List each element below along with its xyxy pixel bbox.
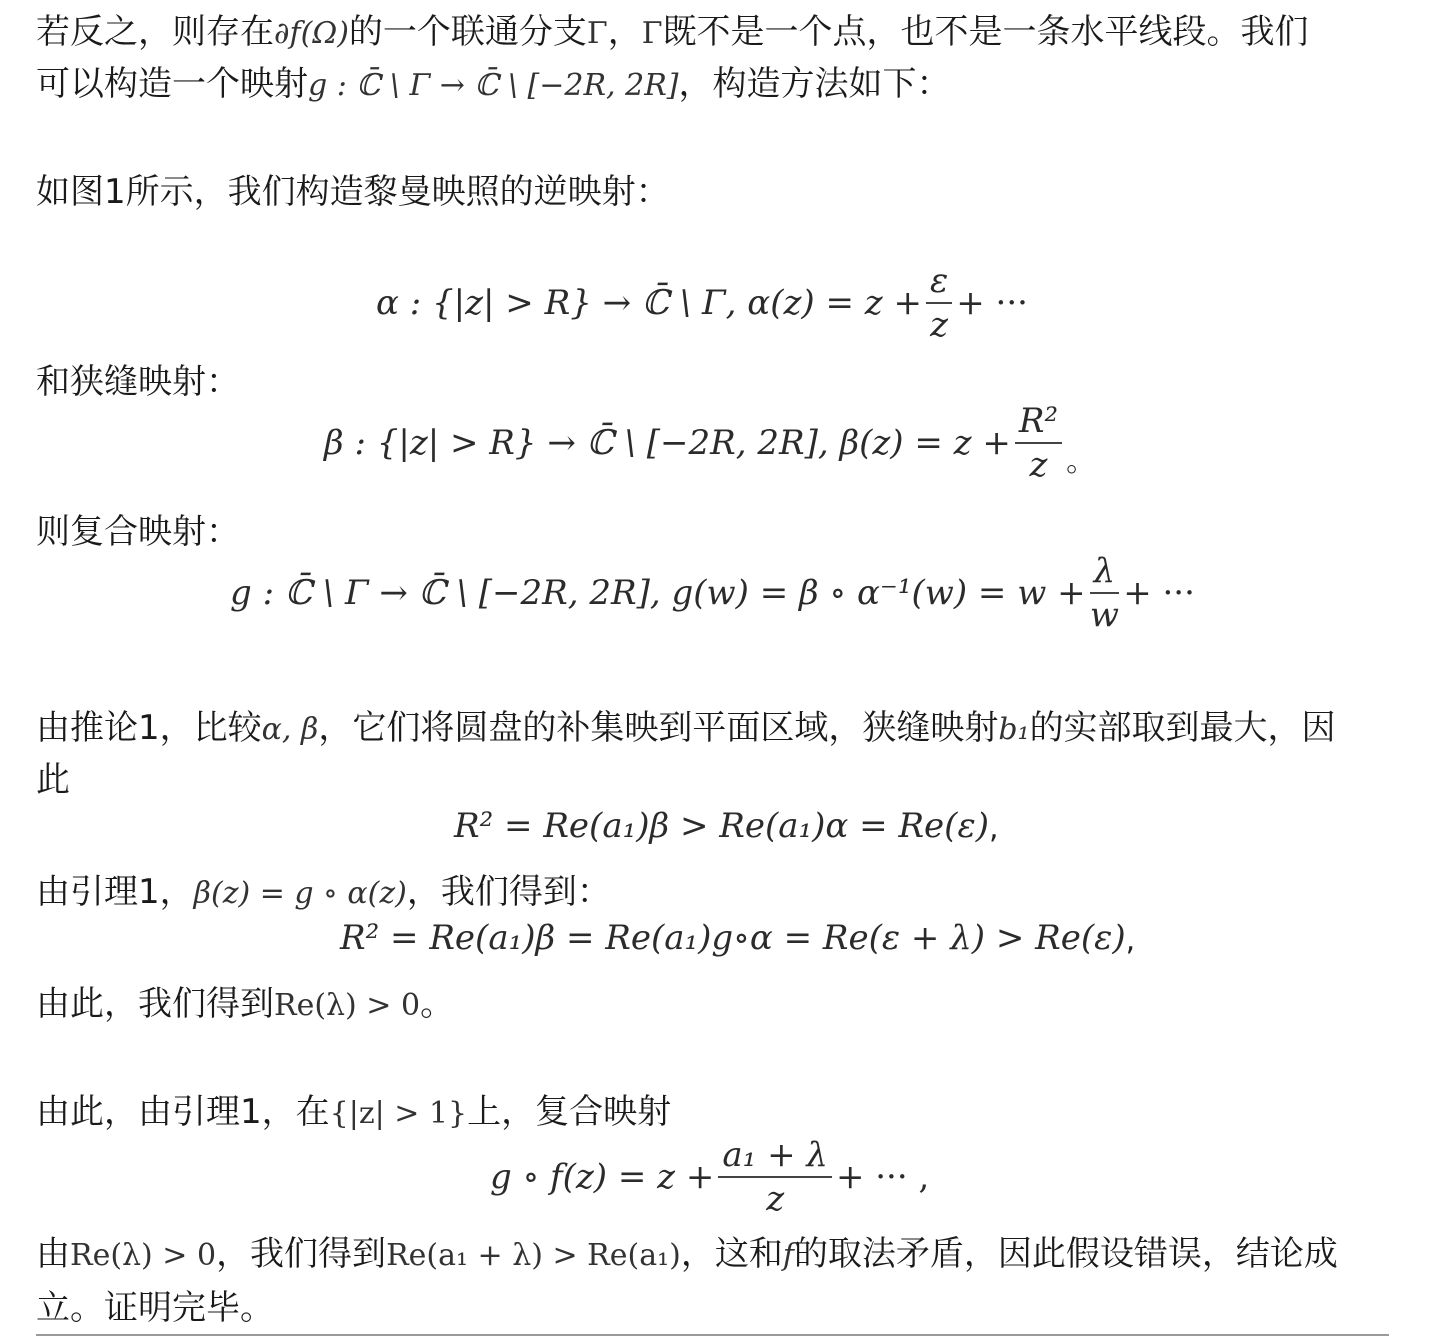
paragraph-corollary [36,708,1336,750]
text: 的一个联通分支 [348,12,587,52]
math-inline: β(z) = g ∘ α(z) [193,876,407,911]
numerator: a₁ + λ [718,1136,832,1178]
equation-lhs: g ∘ f(z) = z + [490,1157,715,1197]
denominator: w [1089,595,1119,635]
paragraph-lemma [36,872,611,914]
paragraph-conclusion [36,1234,1338,1276]
math-inline: Re(a₁ + λ) > Re(a₁) [386,1238,681,1273]
text: 。 [420,984,455,1024]
equation-lhs: α : {|z| > R} → ℂ̄ \ Γ, α(z) = z + [376,283,922,323]
text: ，构造方法如下： [678,64,951,104]
paragraph-qed [36,1288,274,1328]
fraction [1090,552,1120,634]
equation-rhs: + ··· [1123,573,1195,613]
numerator: λ [1090,552,1120,594]
text: 若反之，则存在 [36,12,274,52]
text: 由 [36,1234,70,1274]
equation-rhs: + ··· , [835,1157,930,1197]
paragraph-slit-map [36,362,240,402]
math-inline: Re(λ) > 0 [274,988,421,1023]
text: 立。证明完毕。 [36,1288,274,1328]
text: 的实部取到最大，因 [1029,708,1336,748]
text: ， [607,12,642,52]
paragraph-re-lambda [36,984,454,1026]
equation-r-squared-2 [340,918,1135,958]
math-inline: α, β [261,712,319,747]
numerator: R² [1015,402,1062,444]
text: 由此，我们得到 [36,984,274,1024]
equation-g [230,552,1195,634]
equation-body: R² = Re(a₁)β > Re(a₁)α = Re(ε) [454,806,989,846]
punctuation: 。 [1066,444,1097,479]
text: 由此，由引理1，在 [36,1092,330,1132]
numerator: ε [926,262,952,304]
text: ，这和 [680,1234,783,1274]
text: 如图1所示，我们构造黎曼映照的逆映射： [36,172,670,212]
text: 可以构造一个映射 [36,64,308,104]
denominator: z [930,305,949,345]
punctuation: , [1125,923,1136,958]
equation-g-of-f [490,1136,929,1218]
fraction [1015,402,1062,484]
punctuation: , [988,811,999,846]
math-inline: b₁ [998,712,1030,747]
equation-lhs: g : ℂ̄ \ Γ → ℂ̄ \ [−2R, 2R], g(w) = β ∘ α⁻¹(w) = w + [230,573,1086,613]
paragraph-composite-map [36,512,240,552]
math-inline: Γ [641,16,663,51]
equation-beta [324,402,1096,484]
fraction [718,1136,832,1218]
paragraph-riemann-inverse [36,172,670,212]
bottom-divider [36,1334,1389,1336]
paragraph-composite-on-disk [36,1092,671,1134]
text: ，我们得到： [406,872,611,912]
text: 和狭缝映射： [36,362,240,402]
text: 则复合映射： [36,512,240,552]
equation-alpha [376,262,1028,344]
math-inline: ∂f(Ω) [274,16,349,51]
text: ，我们得到 [216,1234,387,1274]
equation-rhs: + ··· [956,283,1028,323]
denominator: z [766,1179,785,1219]
equation-r-squared-1 [454,806,999,846]
text: 由推论1，比较 [36,708,262,748]
denominator: z [1029,445,1048,485]
math-inline: {|z| > 1} [329,1096,468,1131]
text: 上，复合映射 [467,1092,672,1132]
text: 的取法矛盾，因此假设错误，结论成 [793,1234,1338,1274]
paragraph-therefore [36,760,70,800]
fraction [926,262,952,344]
equation-lhs: β : {|z| > R} → ℂ̄ \ [−2R, 2R], β(z) = z + [324,423,1011,463]
text: 既不是一个点，也不是一条水平线段。我们 [662,12,1309,52]
math-inline: Γ [586,16,608,51]
math-inline: g : ℂ̄ \ Γ → ℂ̄ \ [−2R, 2R] [308,68,679,103]
paragraph-construct-map [36,64,951,106]
math-inline: f [782,1238,794,1273]
paragraph-contradiction-intro [36,12,1309,54]
text: 由引理1， [36,872,194,912]
text: 此 [36,760,70,800]
text: ，它们将圆盘的补集映到平面区域，狭缝映射 [318,708,999,748]
math-inline: Re(λ) > 0 [70,1238,217,1273]
equation-body: R² = Re(a₁)β = Re(a₁)g∘α = Re(ε + λ) > Re(ε) [340,918,1126,958]
